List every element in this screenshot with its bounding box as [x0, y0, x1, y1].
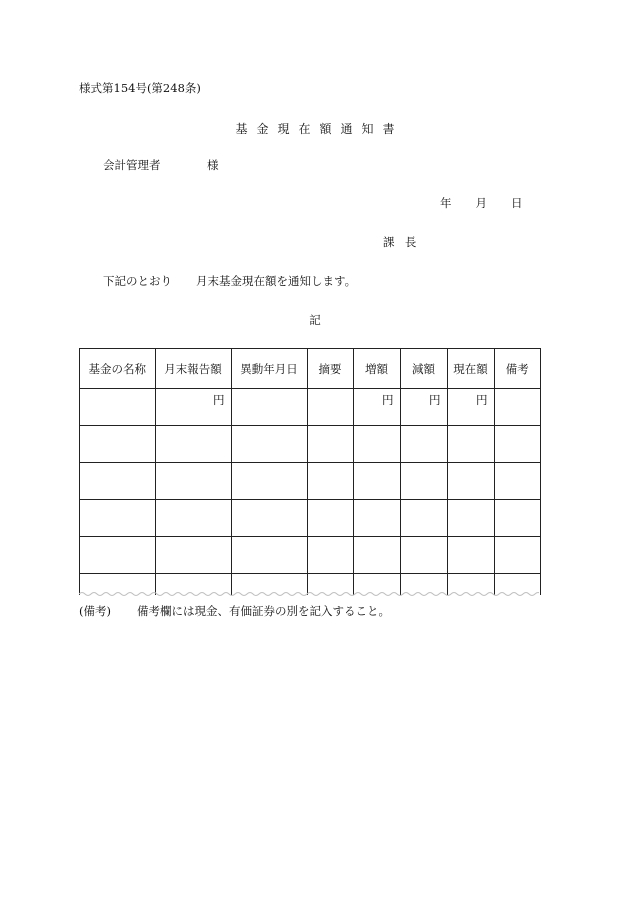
table-cell[interactable]: [80, 389, 155, 426]
addressee-honorific: 様: [207, 158, 219, 172]
table-cut-edge: [79, 588, 539, 600]
table-header-cell: 異動年月日: [231, 349, 307, 389]
table-cell[interactable]: [155, 500, 231, 537]
table-cell[interactable]: 円: [447, 389, 494, 426]
table-cell[interactable]: [447, 463, 494, 500]
table-row: [80, 463, 540, 500]
table-cell[interactable]: [80, 426, 155, 463]
table-cell[interactable]: [400, 537, 447, 574]
table-cell[interactable]: [494, 426, 540, 463]
table-cell[interactable]: [307, 463, 353, 500]
table-cell[interactable]: [353, 463, 400, 500]
body-sentence-lead: 下記のとおり: [103, 274, 172, 288]
table-row: [80, 537, 540, 574]
document-title: 基金現在額通知書: [235, 122, 404, 136]
table-cell[interactable]: 円: [400, 389, 447, 426]
table-header-cell: 摘要: [307, 349, 353, 389]
table-cell[interactable]: [307, 500, 353, 537]
note-text: 備考欄には現金、有価証券の別を記入すること。: [137, 604, 390, 618]
table-cell[interactable]: 円: [353, 389, 400, 426]
table-cell[interactable]: [494, 537, 540, 574]
table-cell[interactable]: [231, 500, 307, 537]
table-cell[interactable]: [494, 463, 540, 500]
table-cell[interactable]: [231, 426, 307, 463]
table-cell[interactable]: [307, 537, 353, 574]
table-cell[interactable]: [353, 537, 400, 574]
table-cell[interactable]: [400, 463, 447, 500]
date-line: [440, 198, 523, 210]
table-cell[interactable]: [155, 463, 231, 500]
body-sentence-main: 月末基金現在額を通知します。: [196, 274, 357, 288]
table-row: [80, 426, 540, 463]
table-cell[interactable]: [231, 463, 307, 500]
table-cell[interactable]: [494, 500, 540, 537]
table-cell[interactable]: [447, 426, 494, 463]
table-cell[interactable]: [231, 389, 307, 426]
table-cell[interactable]: [80, 537, 155, 574]
table-cell[interactable]: [400, 500, 447, 537]
table-header-cell: 現在額: [447, 349, 494, 389]
table-cell[interactable]: [307, 426, 353, 463]
date-day-label: 日: [511, 196, 523, 210]
form-number: 様式第154号(第248条): [79, 81, 201, 95]
date-year-label: 年: [440, 196, 452, 210]
table-row: [80, 500, 540, 537]
table-header-cell: 月末報告額: [155, 349, 231, 389]
addressee-role: 会計管理者: [103, 158, 161, 172]
table-header-cell: 備考: [494, 349, 540, 389]
sender-title: 課長: [383, 235, 427, 249]
fund-table: [80, 349, 540, 595]
table-cell[interactable]: [400, 426, 447, 463]
date-month-label: 月: [475, 196, 487, 210]
table-cell[interactable]: [447, 500, 494, 537]
table-header-cell: 減額: [400, 349, 447, 389]
table-cell[interactable]: [80, 463, 155, 500]
table-cell[interactable]: [447, 537, 494, 574]
table-cell[interactable]: [155, 426, 231, 463]
table-header-cell: 基金の名称: [80, 349, 155, 389]
note-label: (備考): [79, 604, 111, 618]
table-row: [80, 389, 540, 426]
table-cell[interactable]: [231, 537, 307, 574]
table-cell[interactable]: [155, 537, 231, 574]
table-cell[interactable]: [353, 426, 400, 463]
table-cell[interactable]: [353, 500, 400, 537]
fund-table-container: [79, 348, 541, 595]
table-cell[interactable]: 円: [155, 389, 231, 426]
table-header-row: [80, 349, 540, 389]
table-cell[interactable]: [307, 389, 353, 426]
table-header-cell: 増額: [353, 349, 400, 389]
table-cell[interactable]: [494, 389, 540, 426]
table-cell[interactable]: [80, 500, 155, 537]
ki-heading: 記: [309, 313, 321, 327]
